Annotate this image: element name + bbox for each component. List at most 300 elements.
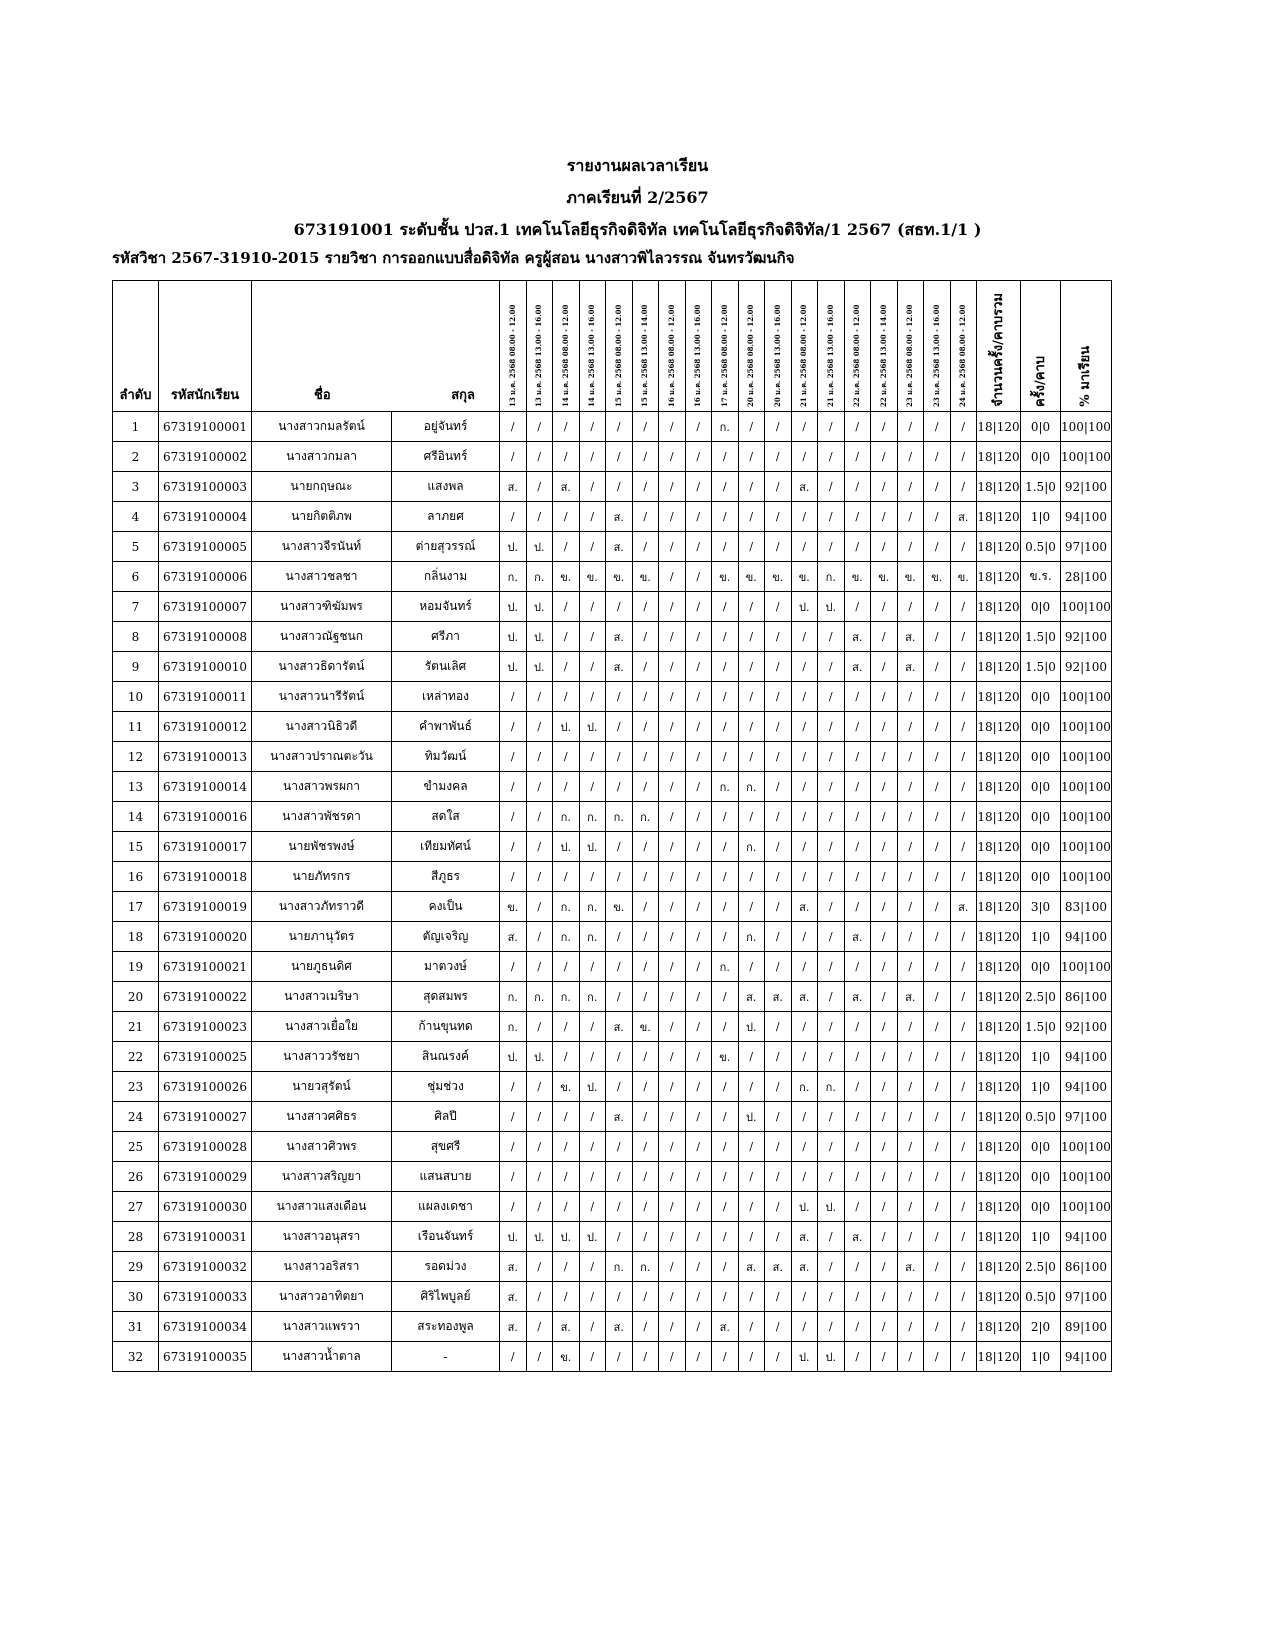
attendance-mark: /: [685, 442, 712, 472]
student-surname: แสงพล: [392, 472, 500, 502]
attendance-mark: ป.: [791, 1342, 818, 1372]
session-label: 22 ม.ค. 2568 13.00 - 14.00: [878, 304, 888, 407]
attendance-mark: ส.: [553, 472, 580, 502]
student-surname: เรือนจันทร์: [392, 1222, 500, 1252]
attendance-mark: /: [553, 742, 580, 772]
student-id: 67319100029: [159, 1162, 252, 1192]
attendance-mark: /: [950, 1282, 977, 1312]
student-surname: แผลงเดชา: [392, 1192, 500, 1222]
attendance-mark: /: [579, 862, 606, 892]
attendance-mark: /: [765, 532, 792, 562]
student-surname: ศรีภา: [392, 622, 500, 652]
attendance-mark: /: [685, 1162, 712, 1192]
attendance-mark: /: [685, 1132, 712, 1162]
attendance-percent: 92|100: [1061, 472, 1112, 502]
attendance-mark: /: [500, 772, 527, 802]
student-id: 67319100008: [159, 622, 252, 652]
session-label: 16 ม.ค. 2568 13.00 - 16.00: [693, 304, 703, 407]
attendance-mark: /: [818, 862, 845, 892]
attendance-mark: /: [685, 652, 712, 682]
attendance-mark: /: [950, 682, 977, 712]
attendance-mark: /: [791, 712, 818, 742]
row-number: 28: [113, 1222, 159, 1252]
student-surname: คำพาพันธ์: [392, 712, 500, 742]
attendance-mark: ก.: [712, 412, 739, 442]
attendance-mark: /: [791, 442, 818, 472]
attendance-mark: /: [712, 1012, 739, 1042]
attendance-mark: /: [924, 862, 951, 892]
attendance-mark: /: [818, 502, 845, 532]
attendance-mark: ข.: [950, 562, 977, 592]
student-surname: ศิลปี: [392, 1102, 500, 1132]
attendance-mark: /: [950, 802, 977, 832]
attendance-mark: /: [897, 712, 924, 742]
attendance-mark: /: [765, 742, 792, 772]
attendance-mark: /: [659, 892, 686, 922]
attendance-mark: /: [818, 832, 845, 862]
attendance-mark: /: [606, 682, 633, 712]
attendance-mark: /: [897, 1282, 924, 1312]
row-number: 17: [113, 892, 159, 922]
attendance-mark: /: [765, 1192, 792, 1222]
absent-count: 1|0: [1021, 922, 1061, 952]
table-row: [113, 742, 1112, 772]
attendance-mark: /: [579, 442, 606, 472]
attendance-mark: /: [844, 1132, 871, 1162]
attendance-mark: ส.: [606, 1312, 633, 1342]
absent-count: 0|0: [1021, 1162, 1061, 1192]
student-id: 67319100012: [159, 712, 252, 742]
attendance-mark: /: [579, 592, 606, 622]
attendance-mark: /: [712, 622, 739, 652]
student-surname: ต่ายสุวรรณ์: [392, 532, 500, 562]
attendance-mark: ป.: [738, 1102, 765, 1132]
attendance-mark: /: [897, 742, 924, 772]
attendance-mark: ป.: [553, 832, 580, 862]
attendance-mark: /: [632, 1342, 659, 1372]
absent-count: 1.5|0: [1021, 652, 1061, 682]
attendance-mark: /: [897, 1312, 924, 1342]
table-row: [113, 952, 1112, 982]
attendance-mark: /: [685, 922, 712, 952]
attendance-mark: /: [950, 1012, 977, 1042]
attendance-mark: /: [924, 652, 951, 682]
attendance-percent: 100|100: [1061, 862, 1112, 892]
attendance-mark: ส.: [844, 922, 871, 952]
table-row: [113, 892, 1112, 922]
attendance-mark: /: [765, 832, 792, 862]
session-label: 14 ม.ค. 2568 08.00 - 12.00: [560, 304, 570, 407]
attendance-mark: ก.: [553, 982, 580, 1012]
student-name: นางสาวแพรวา: [252, 1312, 392, 1342]
student-surname: สุขศรี: [392, 1132, 500, 1162]
attendance-mark: /: [606, 772, 633, 802]
col-no-header: ลำดับ: [113, 281, 159, 412]
total-sessions: 18|120: [977, 502, 1021, 532]
attendance-mark: /: [871, 982, 898, 1012]
attendance-mark: /: [924, 712, 951, 742]
absent-count: 1|0: [1021, 1342, 1061, 1372]
attendance-mark: /: [844, 472, 871, 502]
attendance-mark: /: [924, 1342, 951, 1372]
attendance-mark: /: [659, 1162, 686, 1192]
attendance-mark: /: [871, 652, 898, 682]
attendance-mark: /: [606, 712, 633, 742]
attendance-mark: /: [685, 1192, 712, 1222]
table-row: [113, 1312, 1112, 1342]
attendance-mark: ก.: [579, 922, 606, 952]
total-sessions: 18|120: [977, 832, 1021, 862]
attendance-mark: /: [632, 892, 659, 922]
attendance-mark: /: [950, 772, 977, 802]
session-header: [659, 281, 686, 412]
session-header: [553, 281, 580, 412]
session-header: [685, 281, 712, 412]
attendance-mark: /: [765, 772, 792, 802]
session-label: 22 ม.ค. 2568 08.00 - 12.00: [852, 304, 862, 407]
student-id: 67319100021: [159, 952, 252, 982]
absent-count: 1|0: [1021, 1042, 1061, 1072]
attendance-mark: /: [791, 532, 818, 562]
attendance-mark: ส.: [500, 472, 527, 502]
row-number: 6: [113, 562, 159, 592]
attendance-mark: /: [606, 1192, 633, 1222]
student-surname: คงเป็น: [392, 892, 500, 922]
attendance-mark: ส.: [606, 622, 633, 652]
attendance-mark: /: [871, 1102, 898, 1132]
attendance-mark: /: [632, 832, 659, 862]
attendance-mark: /: [871, 892, 898, 922]
attendance-mark: ข.: [553, 1342, 580, 1372]
attendance-mark: ส.: [950, 502, 977, 532]
attendance-mark: /: [924, 802, 951, 832]
row-number: 12: [113, 742, 159, 772]
attendance-mark: /: [818, 952, 845, 982]
attendance-mark: /: [818, 1012, 845, 1042]
attendance-mark: /: [818, 1162, 845, 1192]
student-name: นางสาวศิวพร: [252, 1132, 392, 1162]
attendance-mark: /: [924, 982, 951, 1012]
attendance-mark: /: [659, 742, 686, 772]
attendance-percent: 100|100: [1061, 1132, 1112, 1162]
student-id: 67319100011: [159, 682, 252, 712]
attendance-mark: ข.: [791, 562, 818, 592]
attendance-mark: /: [526, 1132, 553, 1162]
col-name-label: ชื่อ: [314, 388, 331, 403]
table-row: [113, 1132, 1112, 1162]
attendance-mark: /: [553, 1252, 580, 1282]
attendance-mark: /: [500, 802, 527, 832]
attendance-mark: /: [791, 1102, 818, 1132]
attendance-mark: /: [765, 1042, 792, 1072]
attendance-mark: /: [871, 1282, 898, 1312]
absent-count: 0|0: [1021, 412, 1061, 442]
attendance-percent: 100|100: [1061, 442, 1112, 472]
total-sessions: 18|120: [977, 1342, 1021, 1372]
attendance-mark: ก.: [818, 1072, 845, 1102]
row-number: 11: [113, 712, 159, 742]
attendance-mark: /: [924, 622, 951, 652]
attendance-mark: ข.: [632, 1012, 659, 1042]
attendance-mark: ป.: [791, 592, 818, 622]
attendance-mark: /: [606, 1042, 633, 1072]
attendance-mark: ส.: [897, 652, 924, 682]
session-label: 23 ม.ค. 2568 08.00 - 12.00: [905, 304, 915, 407]
student-id: 67319100032: [159, 1252, 252, 1282]
attendance-mark: /: [924, 952, 951, 982]
student-surname: -: [392, 1342, 500, 1372]
absent-count: 1.5|0: [1021, 472, 1061, 502]
attendance-mark: ป.: [500, 622, 527, 652]
attendance-mark: ส.: [606, 502, 633, 532]
attendance-mark: /: [765, 1162, 792, 1192]
attendance-mark: /: [765, 592, 792, 622]
session-header: [606, 281, 633, 412]
attendance-mark: /: [924, 742, 951, 772]
col-total-label: จำนวนครั้ง/คาบรวม: [991, 293, 1006, 407]
attendance-percent: 86|100: [1061, 1252, 1112, 1282]
student-name: นางสาวธิดารัตน์: [252, 652, 392, 682]
attendance-mark: /: [659, 922, 686, 952]
attendance-mark: /: [685, 1012, 712, 1042]
attendance-mark: ป.: [553, 1222, 580, 1252]
row-number: 22: [113, 1042, 159, 1072]
attendance-mark: /: [738, 412, 765, 442]
attendance-mark: /: [606, 922, 633, 952]
attendance-mark: /: [553, 1102, 580, 1132]
attendance-percent: 100|100: [1061, 952, 1112, 982]
attendance-mark: /: [685, 1252, 712, 1282]
row-number: 32: [113, 1342, 159, 1372]
attendance-mark: /: [765, 472, 792, 502]
attendance-mark: /: [818, 412, 845, 442]
attendance-mark: ป.: [526, 622, 553, 652]
attendance-mark: /: [500, 1072, 527, 1102]
attendance-mark: /: [765, 442, 792, 472]
attendance-mark: /: [685, 1102, 712, 1132]
attendance-mark: /: [526, 502, 553, 532]
attendance-mark: /: [712, 502, 739, 532]
absent-count: 0|0: [1021, 1192, 1061, 1222]
attendance-mark: ส.: [897, 982, 924, 1012]
row-number: 7: [113, 592, 159, 622]
row-number: 23: [113, 1072, 159, 1102]
attendance-mark: ก.: [712, 952, 739, 982]
table-row: [113, 532, 1112, 562]
student-id: 67319100027: [159, 1102, 252, 1132]
attendance-mark: /: [950, 1342, 977, 1372]
absent-count: 0|0: [1021, 802, 1061, 832]
attendance-mark: /: [632, 592, 659, 622]
attendance-mark: /: [712, 1072, 739, 1102]
attendance-mark: /: [659, 652, 686, 682]
attendance-mark: /: [500, 1342, 527, 1372]
attendance-mark: /: [632, 472, 659, 502]
attendance-mark: /: [844, 532, 871, 562]
attendance-mark: /: [950, 1072, 977, 1102]
attendance-mark: /: [871, 1012, 898, 1042]
attendance-mark: ข.: [579, 562, 606, 592]
row-number: 3: [113, 472, 159, 502]
attendance-mark: /: [791, 682, 818, 712]
attendance-percent: 94|100: [1061, 922, 1112, 952]
total-sessions: 18|120: [977, 802, 1021, 832]
row-number: 25: [113, 1132, 159, 1162]
row-number: 29: [113, 1252, 159, 1282]
session-label: 13 ม.ค. 2568 13.00 - 16.00: [534, 304, 544, 407]
attendance-mark: /: [791, 1012, 818, 1042]
attendance-mark: /: [685, 1042, 712, 1072]
attendance-mark: /: [685, 1342, 712, 1372]
attendance-mark: /: [924, 1222, 951, 1252]
attendance-mark: /: [897, 412, 924, 442]
attendance-mark: /: [791, 742, 818, 772]
attendance-mark: /: [950, 652, 977, 682]
student-id: 67319100010: [159, 652, 252, 682]
attendance-mark: /: [632, 742, 659, 772]
attendance-mark: /: [659, 1252, 686, 1282]
attendance-mark: /: [818, 1252, 845, 1282]
attendance-mark: /: [791, 832, 818, 862]
attendance-mark: /: [579, 772, 606, 802]
attendance-mark: /: [871, 862, 898, 892]
attendance-mark: /: [844, 742, 871, 772]
attendance-mark: ส.: [791, 1222, 818, 1252]
attendance-mark: ก.: [712, 772, 739, 802]
attendance-mark: /: [897, 1012, 924, 1042]
attendance-mark: ส.: [765, 982, 792, 1012]
attendance-mark: /: [553, 412, 580, 442]
row-number: 9: [113, 652, 159, 682]
attendance-mark: ป.: [500, 1222, 527, 1252]
attendance-mark: ส.: [791, 1252, 818, 1282]
attendance-mark: ข.: [632, 562, 659, 592]
report-title: รายงานผลเวลาเรียน: [566, 156, 709, 175]
attendance-mark: /: [659, 1042, 686, 1072]
attendance-mark: /: [685, 802, 712, 832]
attendance-mark: /: [871, 1192, 898, 1222]
table-row: [113, 1072, 1112, 1102]
attendance-mark: /: [897, 832, 924, 862]
attendance-mark: /: [606, 1072, 633, 1102]
attendance-mark: ส.: [606, 1102, 633, 1132]
absent-count: 0|0: [1021, 1132, 1061, 1162]
attendance-mark: /: [897, 802, 924, 832]
attendance-mark: /: [818, 1282, 845, 1312]
absent-count: 0|0: [1021, 772, 1061, 802]
attendance-mark: /: [606, 1282, 633, 1312]
student-surname: ศรีอินทร์: [392, 442, 500, 472]
attendance-mark: /: [818, 622, 845, 652]
student-name: นางสาวเมริษา: [252, 982, 392, 1012]
attendance-mark: /: [526, 1012, 553, 1042]
attendance-mark: /: [897, 1102, 924, 1132]
attendance-mark: /: [738, 532, 765, 562]
col-absent-label: ครั้ง/คาบ: [1033, 355, 1048, 407]
col-absent-header: [1021, 281, 1061, 412]
attendance-mark: /: [765, 712, 792, 742]
attendance-mark: /: [606, 442, 633, 472]
attendance-mark: /: [818, 922, 845, 952]
attendance-mark: /: [950, 532, 977, 562]
attendance-mark: ข.: [871, 562, 898, 592]
attendance-mark: /: [526, 892, 553, 922]
attendance-mark: /: [818, 772, 845, 802]
student-id: 67319100003: [159, 472, 252, 502]
absent-count: 0|0: [1021, 712, 1061, 742]
attendance-mark: /: [871, 412, 898, 442]
table-row: [113, 712, 1112, 742]
attendance-mark: ก.: [738, 922, 765, 952]
attendance-mark: /: [924, 1012, 951, 1042]
student-name: นางสาวอริสรา: [252, 1252, 392, 1282]
attendance-mark: /: [765, 652, 792, 682]
attendance-mark: ส.: [791, 982, 818, 1012]
attendance-mark: /: [871, 1042, 898, 1072]
attendance-mark: /: [897, 1042, 924, 1072]
attendance-mark: /: [659, 1132, 686, 1162]
student-name: นางสาวฑิฆัมพร: [252, 592, 392, 622]
attendance-mark: /: [844, 502, 871, 532]
attendance-mark: /: [818, 802, 845, 832]
attendance-mark: /: [765, 1072, 792, 1102]
attendance-mark: /: [553, 532, 580, 562]
attendance-mark: /: [659, 1012, 686, 1042]
student-surname: ศิริไพบูลย์: [392, 1282, 500, 1312]
attendance-mark: ป.: [579, 1222, 606, 1252]
attendance-percent: 100|100: [1061, 802, 1112, 832]
attendance-mark: /: [659, 772, 686, 802]
attendance-mark: /: [632, 1132, 659, 1162]
session-label: 24 ม.ค. 2568 08.00 - 12.00: [958, 304, 968, 407]
attendance-mark: ข.: [712, 1042, 739, 1072]
attendance-percent: 92|100: [1061, 652, 1112, 682]
total-sessions: 18|120: [977, 1252, 1021, 1282]
attendance-mark: /: [844, 1252, 871, 1282]
attendance-mark: ก.: [606, 1252, 633, 1282]
attendance-mark: ส.: [791, 892, 818, 922]
attendance-mark: /: [844, 1342, 871, 1372]
session-header: [844, 281, 871, 412]
attendance-mark: /: [500, 1132, 527, 1162]
table-row: [113, 1102, 1112, 1132]
attendance-mark: /: [950, 1222, 977, 1252]
table-row: [113, 1252, 1112, 1282]
attendance-mark: /: [950, 742, 977, 772]
attendance-mark: /: [526, 1162, 553, 1192]
attendance-mark: /: [950, 1162, 977, 1192]
attendance-mark: /: [738, 592, 765, 622]
attendance-mark: /: [579, 742, 606, 772]
attendance-mark: /: [685, 742, 712, 772]
attendance-mark: /: [579, 1342, 606, 1372]
row-number: 10: [113, 682, 159, 712]
attendance-percent: 94|100: [1061, 1222, 1112, 1252]
attendance-mark: /: [632, 532, 659, 562]
attendance-mark: /: [738, 892, 765, 922]
table-row: [113, 922, 1112, 952]
attendance-mark: ส.: [606, 652, 633, 682]
attendance-mark: /: [526, 1192, 553, 1222]
student-id: 67319100006: [159, 562, 252, 592]
student-id: 67319100023: [159, 1012, 252, 1042]
student-surname: รัตนเลิศ: [392, 652, 500, 682]
attendance-mark: /: [632, 1282, 659, 1312]
attendance-mark: /: [897, 1342, 924, 1372]
attendance-mark: /: [844, 952, 871, 982]
attendance-mark: ป.: [526, 652, 553, 682]
attendance-mark: /: [950, 1192, 977, 1222]
